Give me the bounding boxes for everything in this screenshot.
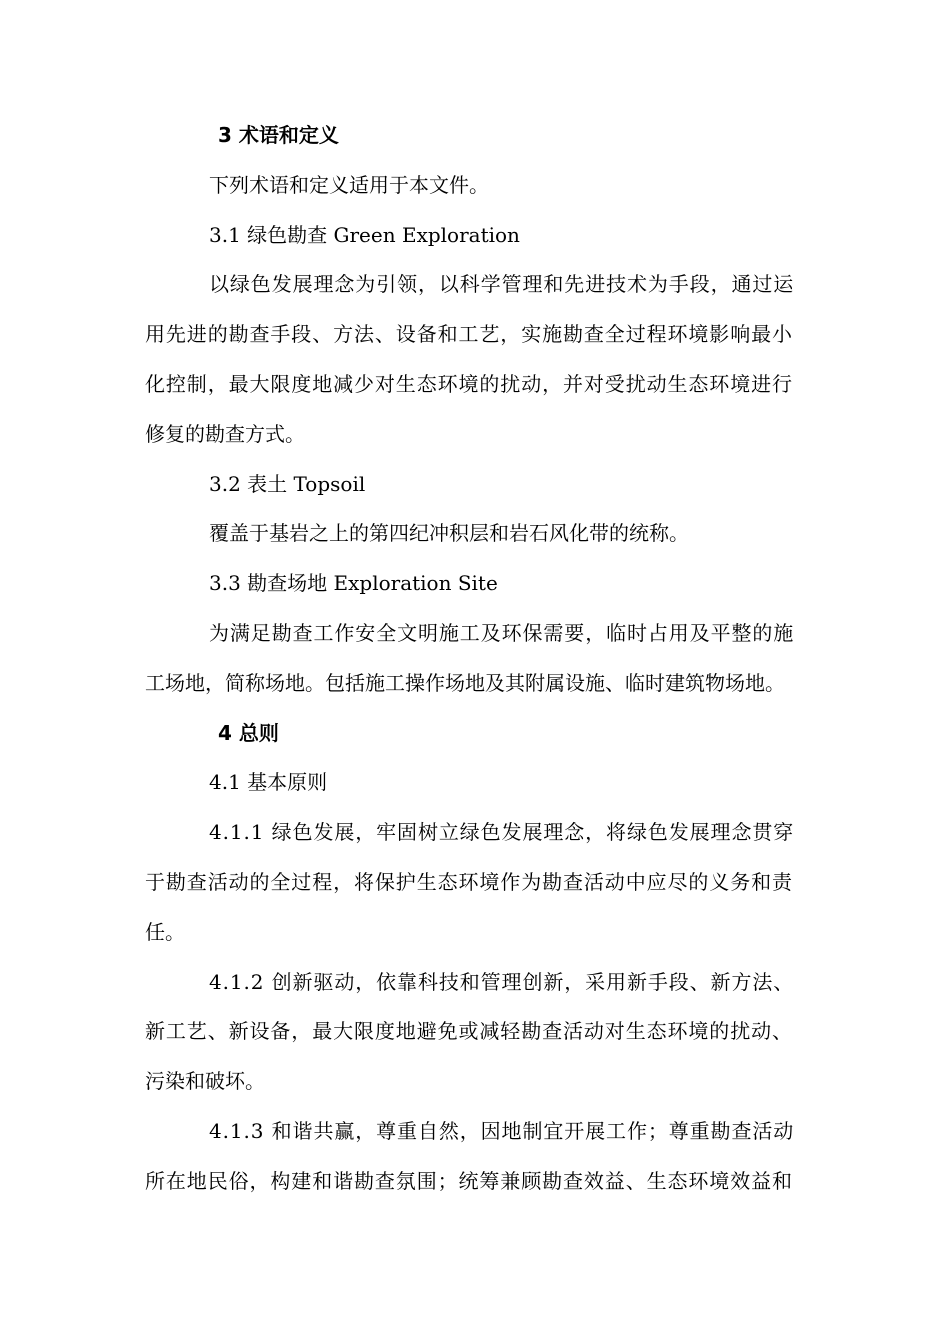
paragraph-line: 4.1.3 和谐共赢，尊重自然，因地制宜开展工作；尊重勘查活动 <box>209 1118 795 1143</box>
paragraph-line: 污染和破坏。 <box>145 1069 265 1094</box>
paragraph-line: 为满足勘查工作安全文明施工及环保需要，临时占用及平整的施 <box>209 620 795 645</box>
subsection-heading-4-1: 4.1 基本原则 <box>209 770 328 795</box>
paragraph-line: 所在地民俗，构建和谐勘查氛围；统筹兼顾勘查效益、生态环境效益和 <box>145 1168 793 1193</box>
paragraph-line: 修复的勘查方式。 <box>145 421 305 446</box>
paragraph-line: 以绿色发展理念为引领，以科学管理和先进技术为手段，通过运 <box>209 272 795 297</box>
paragraph-line: 用先进的勘查手段、方法、设备和工艺，实施勘查全过程环境影响最小 <box>145 322 793 347</box>
paragraph-line: 任。 <box>145 919 185 944</box>
paragraph-line: 于勘查活动的全过程，将保护生态环境作为勘查活动中应尽的义务和责 <box>145 869 793 894</box>
paragraph-line: 4.1.1 绿色发展，牢固树立绿色发展理念，将绿色发展理念贯穿 <box>209 820 795 845</box>
term-heading-3-1: 3.1 绿色勘查 Green Exploration <box>209 222 520 247</box>
paragraph-line: 新工艺、新设备，最大限度地避免或减轻勘查活动对生态环境的扰动、 <box>145 1019 793 1044</box>
section-heading-3: 3 术语和定义 <box>218 123 339 147</box>
document-body <box>145 111 810 1207</box>
term-heading-3-2: 3.2 表土 Topsoil <box>209 471 366 496</box>
paragraph-line: 化控制，最大限度地减少对生态环境的扰动，并对受扰动生态环境进行 <box>145 371 793 396</box>
section-heading-4: 4 总则 <box>218 720 279 745</box>
paragraph-line: 覆盖于基岩之上的第四纪冲积层和岩石风化带的统称。 <box>209 521 689 546</box>
term-heading-3-3: 3.3 勘查场地 Exploration Site <box>209 571 498 596</box>
paragraph-line: 4.1.2 创新驱动，依靠科技和管理创新，采用新手段、新方法、 <box>209 969 795 994</box>
paragraph-line: 工场地，简称场地。包括施工操作场地及其附属设施、临时建筑物场地。 <box>145 670 785 695</box>
paragraph-line: 下列术语和定义适用于本文件。 <box>209 172 489 197</box>
